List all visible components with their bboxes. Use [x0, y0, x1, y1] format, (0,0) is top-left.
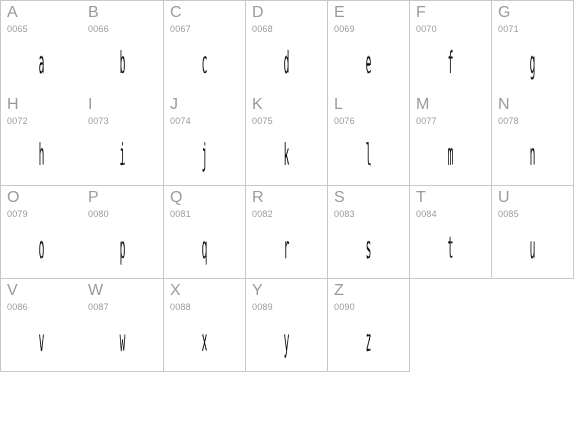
- glyph-code: 0081: [170, 209, 191, 219]
- glyph-letter: T: [416, 189, 426, 206]
- glyph-sample: y: [283, 324, 290, 359]
- glyph-cell-p: [82, 186, 164, 279]
- glyph-sample: c: [201, 46, 208, 81]
- glyph-cell-g: [492, 0, 574, 94]
- glyph-cell-w: [82, 279, 164, 372]
- glyph-letter: Y: [252, 282, 263, 299]
- glyph-sample: r: [283, 231, 290, 266]
- glyph-cell-o: [0, 186, 83, 279]
- glyph-cell-a: [0, 0, 83, 94]
- glyph-cell-k: [246, 93, 328, 186]
- glyph-sample: i: [119, 138, 126, 173]
- glyph-letter: G: [498, 4, 511, 21]
- glyph-code: 0087: [88, 302, 109, 312]
- glyph-letter: K: [252, 96, 263, 113]
- glyph-code: 0076: [334, 116, 355, 126]
- glyph-letter: B: [88, 4, 99, 21]
- glyph-code: 0084: [416, 209, 437, 219]
- glyph-sample: m: [447, 138, 454, 173]
- glyph-code: 0083: [334, 209, 355, 219]
- glyph-code: 0068: [252, 24, 273, 34]
- glyph-sample: p: [119, 231, 126, 266]
- glyph-code: 0075: [252, 116, 273, 126]
- glyph-sample: b: [119, 46, 126, 81]
- glyph-code: 0070: [416, 24, 437, 34]
- glyph-code: 0088: [170, 302, 191, 312]
- glyph-sample: j: [201, 138, 208, 173]
- glyph-sample: t: [447, 231, 454, 266]
- glyph-cell-l: [328, 93, 410, 186]
- glyph-cell-e: [328, 0, 410, 94]
- glyph-code: 0085: [498, 209, 519, 219]
- glyph-sample: e: [365, 46, 372, 81]
- glyph-code: 0079: [7, 209, 28, 219]
- glyph-code: 0078: [498, 116, 519, 126]
- glyph-sample: h: [38, 138, 45, 173]
- glyph-cell-h: [0, 93, 83, 186]
- glyph-letter: H: [7, 96, 19, 113]
- glyph-cell-i: [82, 93, 164, 186]
- glyph-sample: n: [529, 138, 536, 173]
- glyph-cell-v: [0, 279, 83, 372]
- glyph-letter: J: [170, 96, 178, 113]
- glyph-letter: L: [334, 96, 343, 113]
- glyph-sample: x: [201, 324, 208, 359]
- glyph-letter: I: [88, 96, 93, 113]
- glyph-code: 0071: [498, 24, 519, 34]
- glyph-code: 0089: [252, 302, 273, 312]
- glyph-sample: f: [447, 46, 454, 81]
- glyph-code: 0066: [88, 24, 109, 34]
- glyph-letter: M: [416, 96, 430, 113]
- glyph-sample: v: [38, 324, 45, 359]
- glyph-letter: Z: [334, 282, 344, 299]
- glyph-letter: R: [252, 189, 264, 206]
- glyph-sample: u: [529, 231, 536, 266]
- glyph-letter: P: [88, 189, 99, 206]
- glyph-cell-x: [164, 279, 246, 372]
- glyph-sample: o: [38, 231, 45, 266]
- glyph-letter: E: [334, 4, 345, 21]
- glyph-sample: g: [529, 46, 536, 81]
- glyph-code: 0086: [7, 302, 28, 312]
- glyph-cell-r: [246, 186, 328, 279]
- glyph-code: 0077: [416, 116, 437, 126]
- glyph-code: 0065: [7, 24, 28, 34]
- glyph-cell-m: [410, 93, 492, 186]
- glyph-cell-f: [410, 0, 492, 94]
- glyph-sample: l: [365, 138, 372, 173]
- glyph-cell-s: [328, 186, 410, 279]
- glyph-letter: O: [7, 189, 20, 206]
- glyph-sample: a: [38, 46, 45, 81]
- glyph-letter: V: [7, 282, 18, 299]
- glyph-sample: q: [201, 231, 208, 266]
- glyph-sample: w: [119, 324, 126, 359]
- glyph-code: 0080: [88, 209, 109, 219]
- glyph-sample: d: [283, 46, 290, 81]
- glyph-letter: X: [170, 282, 181, 299]
- glyph-letter: N: [498, 96, 510, 113]
- glyph-code: 0073: [88, 116, 109, 126]
- glyph-cell-u: [492, 186, 574, 279]
- glyph-letter: W: [88, 282, 104, 299]
- glyph-sample: k: [283, 138, 290, 173]
- glyph-letter: C: [170, 4, 182, 21]
- glyph-code: 0067: [170, 24, 191, 34]
- glyph-letter: Q: [170, 189, 183, 206]
- glyph-cell-y: [246, 279, 328, 372]
- glyph-sample: s: [365, 231, 372, 266]
- glyph-letter: S: [334, 189, 345, 206]
- glyph-cell-c: [164, 0, 246, 94]
- glyph-code: 0074: [170, 116, 191, 126]
- glyph-code: 0072: [7, 116, 28, 126]
- glyph-cell-j: [164, 93, 246, 186]
- glyph-cell-b: [82, 0, 164, 94]
- glyph-cell-z: [328, 279, 410, 372]
- glyph-cell-n: [492, 93, 574, 186]
- glyph-code: 0082: [252, 209, 273, 219]
- glyph-cell-q: [164, 186, 246, 279]
- glyph-cell-d: [246, 0, 328, 94]
- glyph-cell-t: [410, 186, 492, 279]
- glyph-letter: F: [416, 4, 426, 21]
- glyph-letter: A: [7, 4, 18, 21]
- glyph-sample: z: [365, 324, 372, 359]
- glyph-letter: D: [252, 4, 264, 21]
- glyph-letter: U: [498, 189, 510, 206]
- glyph-code: 0069: [334, 24, 355, 34]
- glyph-code: 0090: [334, 302, 355, 312]
